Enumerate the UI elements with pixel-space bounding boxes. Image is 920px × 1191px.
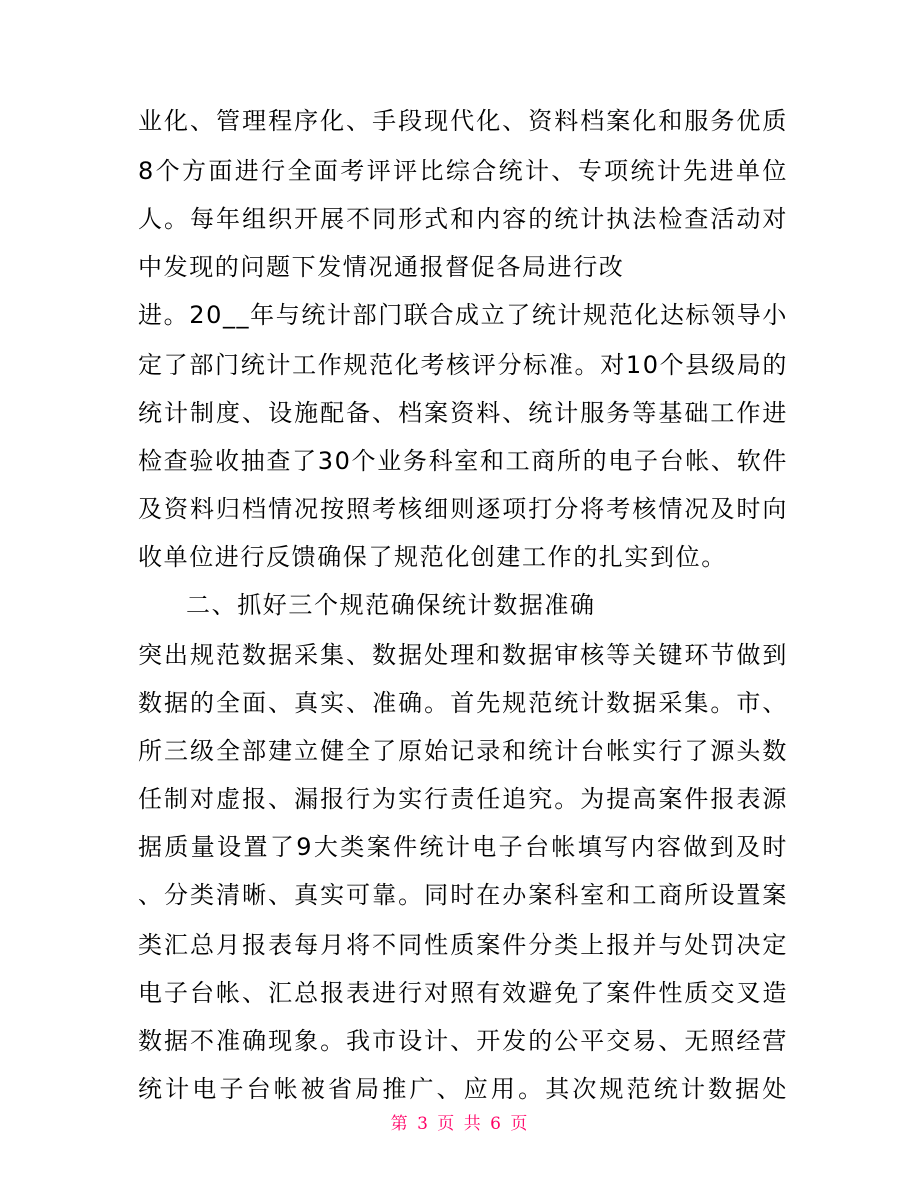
body-line-3: 人。每年组织开展不同形式和内容的统计执法检查活动对 [138,205,788,233]
body-line-8: 检查验收抽查了30个业务科室和工商所的电子台帐、软件 [138,447,788,475]
body-line-5: 进。20__年与统计部门联合成立了统计规范化达标领导小 [138,301,788,329]
body-line-6: 定了部门统计工作规范化考核评分标准。对10个县级局的 [138,351,788,379]
body-line-13: 数据的全面、真实、准确。首先规范统计数据采集。市、 [138,689,788,717]
body-line-21: 统计电子台帐被省局推广、应用。其次规范统计数据处 [138,1075,788,1103]
body-line-4: 中发现的问题下发情况通报督促各局进行改 [138,253,625,281]
body-line-7: 统计制度、设施配备、档案资料、统计服务等基础工作进 [138,399,788,427]
body-line-10: 收单位进行反馈确保了规范化创建工作的扎实到位。 [138,543,727,571]
body-line-1: 业化、管理程序化、手段现代化、资料档案化和服务优质 [138,107,788,135]
body-line-15: 任制对虚报、漏报行为实行责任追究。为提高案件报表源 [138,785,788,813]
body-line-16: 据质量设置了9大类案件统计电子台帐填写内容做到及时 [138,833,788,861]
body-line-18: 类汇总月报表每月将不同性质案件分类上报并与处罚决定 [138,931,788,959]
body-line-19: 电子台帐、汇总报表进行对照有效避免了案件性质交叉造 [138,979,788,1007]
body-line-17: 、分类清晰、真实可靠。同时在办案科室和工商所设置案 [138,881,788,909]
section-heading: 二、抓好三个规范确保统计数据准确 [186,591,596,619]
body-line-14: 所三级全部建立健全了原始记录和统计台帐实行了源头数 [138,737,788,765]
page-number-footer: 第 3 页 共 6 页 [390,1114,530,1134]
body-line-9: 及资料归档情况按照考核细则逐项打分将考核情况及时向 [138,495,788,523]
body-line-2: 8个方面进行全面考评评比综合统计、专项统计先进单位 [138,157,788,185]
body-line-20: 数据不准确现象。我市设计、开发的公平交易、无照经营 [138,1027,788,1055]
body-line-12: 突出规范数据采集、数据处理和数据审核等关键环节做到 [138,641,788,669]
